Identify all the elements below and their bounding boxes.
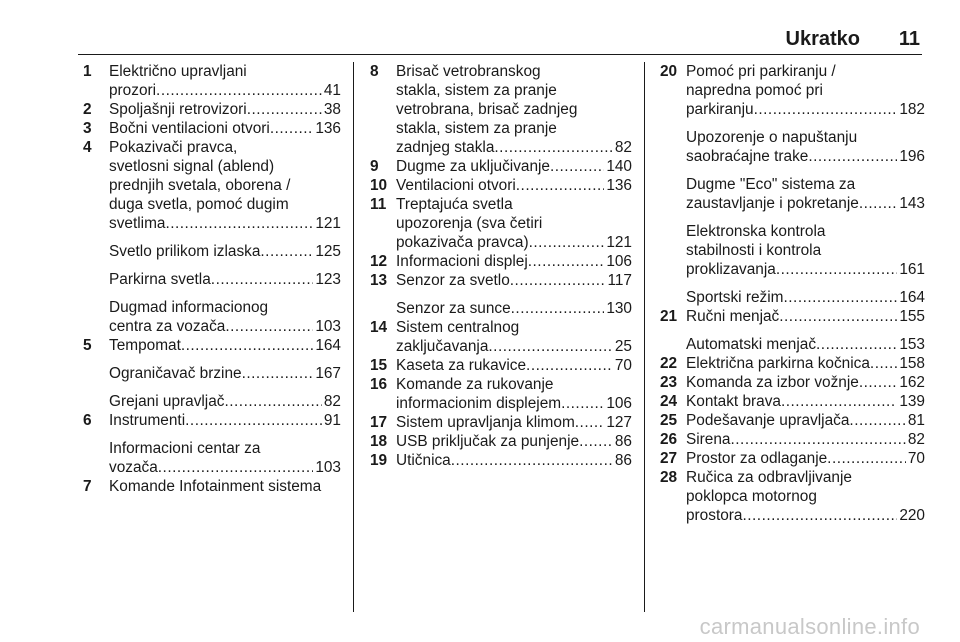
- toc-column-3: [660, 62, 925, 525]
- dot-leader: [731, 430, 906, 449]
- page-reference: 117: [607, 272, 632, 289]
- toc-item-text: Komande za rukovanje: [396, 376, 554, 393]
- toc-item-text: Električna parkirna kočnica: [686, 355, 870, 372]
- toc-item-text: vozača: [109, 459, 158, 476]
- toc-item: [686, 354, 925, 373]
- toc-entry: [660, 62, 925, 307]
- toc-leader-row: [396, 252, 632, 271]
- toc-leader-row: [109, 214, 341, 233]
- toc-item-text: svetlosni signal (ablend): [109, 158, 275, 175]
- toc-entry: [370, 62, 632, 157]
- dot-leader: [181, 336, 313, 355]
- page-reference: 82: [323, 393, 341, 410]
- page-reference: 182: [899, 101, 925, 118]
- callout-number: 27: [660, 450, 678, 467]
- page-reference: 91: [323, 412, 341, 429]
- toc-entry: [370, 432, 632, 451]
- callout-number: 20: [660, 63, 678, 80]
- toc-leader-row: [686, 411, 925, 430]
- toc-leader-row: [396, 394, 632, 413]
- toc-item-text: Pomoć pri parkiranju /: [686, 63, 836, 80]
- page-reference: 103: [315, 459, 341, 476]
- dot-leader: [528, 252, 605, 271]
- callout-number: 16: [370, 376, 388, 393]
- toc-leader-row: [396, 356, 632, 375]
- toc-item-text: centra za vozača: [109, 318, 226, 335]
- dot-leader: [526, 356, 613, 375]
- toc-leader-row: [109, 458, 341, 477]
- page-reference: 139: [899, 393, 925, 410]
- toc-entry: [660, 392, 925, 411]
- callout-number: 6: [83, 412, 92, 429]
- toc-item-text: Ručni menjač: [686, 308, 780, 325]
- dot-leader: [859, 373, 897, 392]
- toc-leader-row: [109, 392, 341, 411]
- toc-item-text: Informacioni displej: [396, 253, 528, 270]
- toc-item-text: parkiranju: [686, 101, 754, 118]
- page-reference: 220: [899, 507, 925, 524]
- callout-number: 28: [660, 469, 678, 486]
- callout-number: 26: [660, 431, 678, 448]
- dot-leader: [247, 100, 322, 119]
- page-reference: 82: [907, 431, 925, 448]
- toc-item: [686, 392, 925, 411]
- callout-number: 1: [83, 63, 92, 80]
- callout-number: 25: [660, 412, 678, 429]
- page-reference: 153: [899, 336, 925, 353]
- toc-entry: [83, 477, 341, 496]
- toc-item-text: Spoljašnji retrovizori: [109, 101, 247, 118]
- page-reference: 140: [606, 158, 632, 175]
- toc-item: [686, 175, 925, 213]
- toc-item-text: pokazivača pravca): [396, 234, 529, 251]
- page-reference: 125: [315, 243, 341, 260]
- toc-item-text: Pokazivači pravca,: [109, 139, 238, 156]
- page-reference: 130: [606, 300, 632, 317]
- toc-item-text: napredna pomoć pri: [686, 82, 823, 99]
- toc-entry: [83, 336, 341, 411]
- toc-leader-row: [686, 307, 925, 326]
- page-reference: 41: [323, 82, 341, 99]
- toc-item: [686, 288, 925, 307]
- dot-leader: [859, 194, 897, 213]
- toc-item: [396, 252, 632, 271]
- dot-leader: [211, 270, 314, 289]
- toc-item-text: Grejani upravljač: [109, 393, 225, 410]
- page-reference: 86: [614, 433, 632, 450]
- dot-leader: [511, 299, 605, 318]
- toc-leader-row: [109, 242, 341, 261]
- toc-entry: [370, 318, 632, 356]
- toc-item-text: zaustavljanje i pokretanje: [686, 195, 859, 212]
- dot-leader: [827, 449, 906, 468]
- toc-item: [109, 392, 341, 411]
- callout-number: 3: [83, 120, 92, 137]
- column-divider: [644, 62, 645, 612]
- toc-leader-row: [686, 449, 925, 468]
- watermark: carmanualsonline.info: [699, 614, 920, 639]
- toc-leader-row: [686, 392, 925, 411]
- toc-leader-row: [109, 336, 341, 355]
- toc-item-text: Svetlo prilikom izlaska: [109, 243, 261, 260]
- toc-item: [396, 375, 632, 413]
- toc-item-text: proklizavanja: [686, 261, 776, 278]
- dot-leader: [784, 288, 898, 307]
- callout-number: 4: [83, 139, 92, 156]
- page-reference: 70: [907, 450, 925, 467]
- toc-item: [109, 364, 341, 383]
- toc-item: [686, 373, 925, 392]
- toc-leader-row: [396, 337, 632, 356]
- toc-item-text: Informacioni centar za: [109, 440, 261, 457]
- toc-item: [686, 468, 925, 525]
- toc-leader-row: [396, 413, 632, 432]
- callout-number: 12: [370, 253, 388, 270]
- page-reference: 127: [606, 414, 632, 431]
- toc-leader-row: [686, 354, 925, 373]
- dot-leader: [516, 176, 605, 195]
- toc-item: [396, 299, 632, 318]
- dot-leader: [185, 411, 322, 430]
- dot-leader: [579, 432, 613, 451]
- page-reference: 121: [606, 234, 632, 251]
- toc-item-text: svetlima: [109, 215, 166, 232]
- toc-leader-row: [686, 430, 925, 449]
- toc-leader-row: [396, 432, 632, 451]
- callout-number: 2: [83, 101, 92, 118]
- dot-leader: [260, 242, 313, 261]
- dot-leader: [242, 364, 314, 383]
- toc-item: [109, 411, 341, 430]
- toc-leader-row: [686, 288, 925, 307]
- page-reference: 106: [606, 395, 632, 412]
- toc-leader-row: [396, 157, 632, 176]
- toc-item-text: stakla, sistem za pranje: [396, 82, 557, 99]
- dot-leader: [870, 354, 897, 373]
- toc-item: [686, 128, 925, 166]
- page-reference: 164: [899, 289, 925, 306]
- dot-leader: [575, 413, 605, 432]
- dot-leader: [754, 100, 898, 119]
- dot-leader: [270, 119, 313, 138]
- toc-item-text: informacionim displejem: [396, 395, 562, 412]
- dot-leader: [779, 307, 897, 326]
- toc-item: [109, 336, 341, 355]
- toc-item: [109, 62, 341, 100]
- toc-item-text: prednjih svetala, oborena /: [109, 177, 291, 194]
- dot-leader: [781, 392, 897, 411]
- toc-entry: [370, 413, 632, 432]
- dot-leader: [550, 157, 604, 176]
- page-reference: 167: [315, 365, 341, 382]
- dot-leader: [529, 233, 605, 252]
- page-reference: 155: [899, 308, 925, 325]
- toc-item: [396, 451, 632, 470]
- toc-item-text: Komande Infotainment sistema: [109, 478, 322, 495]
- dot-leader: [510, 271, 606, 290]
- toc-entry: [660, 430, 925, 449]
- toc-entry: [83, 119, 341, 138]
- toc-leader-row: [396, 299, 632, 318]
- toc-entry: [370, 271, 632, 318]
- toc-entry: [370, 252, 632, 271]
- toc-item-text: Sportski režim: [686, 289, 784, 306]
- toc-item: [396, 176, 632, 195]
- toc-item-text: Ručica za odbravljivanje: [686, 469, 852, 486]
- toc-entry: [660, 373, 925, 392]
- toc-leader-row: [396, 451, 632, 470]
- toc-entry: [370, 375, 632, 413]
- toc-item-text: Brisač vetrobranskog: [396, 63, 541, 80]
- toc-item-text: Prostor za odlaganje: [686, 450, 828, 467]
- toc-item: [686, 449, 925, 468]
- page-reference: 162: [899, 374, 925, 391]
- page-reference: 161: [899, 261, 925, 278]
- toc-item-text: stakla, sistem za pranje: [396, 120, 557, 137]
- toc-item-text: Sistem centralnog: [396, 319, 520, 336]
- toc-item: [396, 356, 632, 375]
- toc-entry: [83, 138, 341, 336]
- page-reference: 158: [899, 355, 925, 372]
- toc-item-text: Podešavanje upravljača: [686, 412, 850, 429]
- callout-number: 10: [370, 177, 388, 194]
- toc-leader-row: [396, 138, 632, 157]
- toc-item-text: USB priključak za punjenje: [396, 433, 580, 450]
- toc-leader-row: [109, 270, 341, 289]
- page-reference: 136: [606, 177, 632, 194]
- callout-number: 14: [370, 319, 388, 336]
- toc-item: [396, 62, 632, 157]
- toc-entry: [370, 157, 632, 176]
- toc-item: [109, 270, 341, 289]
- toc-item: [109, 439, 341, 477]
- toc-item-text: saobraćajne trake: [686, 148, 809, 165]
- toc-item-text: Elektronska kontrola: [686, 223, 826, 240]
- page-reference: 25: [614, 338, 632, 355]
- toc-entry: [660, 449, 925, 468]
- page-reference: 121: [315, 215, 341, 232]
- toc-leader-row: [109, 100, 341, 119]
- callout-number: 17: [370, 414, 388, 431]
- toc-item-text: Ventilacioni otvori: [396, 177, 516, 194]
- toc-item-text: Parkirna svetla: [109, 271, 211, 288]
- toc-item-text: Kontakt brava: [686, 393, 781, 410]
- toc-item-text: Tempomat: [109, 337, 181, 354]
- toc-entry: [83, 100, 341, 119]
- callout-number: 18: [370, 433, 388, 450]
- toc-item-text: Kaseta za rukavice: [396, 357, 527, 374]
- callout-number: 11: [370, 196, 387, 213]
- dot-leader: [494, 138, 612, 157]
- callout-number: 7: [83, 478, 92, 495]
- toc-item-text: Sirena: [686, 431, 731, 448]
- toc-entry: [370, 451, 632, 470]
- toc-leader-row: [109, 119, 341, 138]
- page-reference: 82: [614, 139, 632, 156]
- toc-leader-row: [686, 147, 925, 166]
- toc-item: [686, 222, 925, 279]
- toc-entry: [660, 468, 925, 525]
- callout-number: 13: [370, 272, 388, 289]
- toc-item: [109, 298, 341, 336]
- page-title: Ukratko: [785, 28, 860, 50]
- toc-item-text: Dugme "Eco" sistema za: [686, 176, 856, 193]
- page-reference: 136: [315, 120, 341, 137]
- toc-leader-row: [109, 364, 341, 383]
- toc-entry: [370, 356, 632, 375]
- toc-item: [109, 119, 341, 138]
- toc-entry: [370, 195, 632, 252]
- toc-item-text: Bočni ventilacioni otvori: [109, 120, 270, 137]
- dot-leader: [224, 392, 321, 411]
- dot-leader: [808, 147, 897, 166]
- toc-entry: [83, 411, 341, 477]
- toc-item-text: Električno upravljani: [109, 63, 247, 80]
- toc-item: [686, 411, 925, 430]
- toc-item-text: Upozorenje o napuštanju: [686, 129, 858, 146]
- toc-item: [396, 432, 632, 451]
- dot-leader: [488, 337, 612, 356]
- toc-entry: [83, 62, 341, 100]
- callout-number: 23: [660, 374, 678, 391]
- page-reference: 106: [606, 253, 632, 270]
- toc-leader-row: [686, 335, 925, 354]
- toc-item-text: poklopca motornog: [686, 488, 817, 505]
- toc-item: [686, 307, 925, 326]
- toc-leader-row: [109, 81, 341, 100]
- toc-item: [109, 242, 341, 261]
- toc-leader-row: [396, 233, 632, 252]
- dot-leader: [561, 394, 604, 413]
- toc-entry: [370, 176, 632, 195]
- toc-column-1: [83, 62, 341, 496]
- toc-leader-row: [686, 100, 925, 119]
- toc-item-text: Treptajuća svetla: [396, 196, 513, 213]
- toc-item: [109, 138, 341, 233]
- callout-number: 21: [660, 308, 678, 325]
- toc-leader-row: [109, 317, 341, 336]
- toc-item-text: Utičnica: [396, 452, 451, 469]
- toc-item-text: zadnjeg stakla: [396, 139, 495, 156]
- callout-number: 15: [370, 357, 388, 374]
- toc-entry: [660, 354, 925, 373]
- dot-leader: [225, 317, 313, 336]
- toc-item: [109, 100, 341, 119]
- toc-leader-row: [686, 194, 925, 213]
- dot-leader: [849, 411, 905, 430]
- toc-item: [396, 318, 632, 356]
- page-reference: 143: [899, 195, 925, 212]
- toc-item-text: Instrumenti: [109, 412, 186, 429]
- page-reference: 123: [315, 271, 341, 288]
- toc-item-text: prostora: [686, 507, 743, 524]
- toc-leader-row: [686, 260, 925, 279]
- toc-item-text: Ograničavač brzine: [109, 365, 242, 382]
- callout-number: 8: [370, 63, 379, 80]
- callout-number: 22: [660, 355, 678, 372]
- column-divider: [353, 62, 354, 612]
- page-reference: 103: [315, 318, 341, 335]
- toc-item-text: vetrobrana, brisač zadnjeg: [396, 101, 578, 118]
- toc-entry: [660, 411, 925, 430]
- toc-item-text: Komanda za izbor vožnje: [686, 374, 859, 391]
- toc-item-text: Senzor za sunce: [396, 300, 511, 317]
- toc-leader-row: [686, 373, 925, 392]
- toc-item-text: Senzor za svetlo: [396, 272, 510, 289]
- dot-leader: [158, 458, 314, 477]
- page-reference: 86: [614, 452, 632, 469]
- page-reference: 196: [899, 148, 925, 165]
- callout-number: 5: [83, 337, 92, 354]
- toc-leader-row: [396, 271, 632, 290]
- dot-leader: [742, 506, 897, 525]
- callout-number: 9: [370, 158, 379, 175]
- toc-item-text: duga svetla, pomoć dugim: [109, 196, 289, 213]
- toc-item-text: prozori: [109, 82, 157, 99]
- dot-leader: [165, 214, 313, 233]
- toc-item-text: zaključavanja: [396, 338, 489, 355]
- page-reference: 81: [907, 412, 925, 429]
- toc-item: [396, 157, 632, 176]
- toc-item-text: Automatski menjač: [686, 336, 817, 353]
- toc-column-2: [370, 62, 632, 470]
- page-reference: 70: [614, 357, 632, 374]
- callout-number: 19: [370, 452, 388, 469]
- toc-item: [686, 430, 925, 449]
- page-header: [78, 28, 922, 55]
- toc-item-text: Sistem upravljanja klimom: [396, 414, 575, 431]
- toc-item: [396, 195, 632, 252]
- page-number: 11: [898, 28, 920, 50]
- toc-item-text: upozorenja (sva četiri: [396, 215, 543, 232]
- toc-item-text: Dugme za uključivanje: [396, 158, 550, 175]
- toc-leader-row: [686, 506, 925, 525]
- dot-leader: [156, 81, 322, 100]
- toc-item: [396, 413, 632, 432]
- dot-leader: [816, 335, 897, 354]
- toc-leader-row: [396, 176, 632, 195]
- toc-item-text: Dugmad informacionog: [109, 299, 269, 316]
- toc-item: [396, 271, 632, 290]
- toc-item: [686, 62, 925, 119]
- page-reference: 38: [323, 101, 341, 118]
- page-reference: 164: [315, 337, 341, 354]
- toc-item: [109, 477, 341, 496]
- callout-number: 24: [660, 393, 678, 410]
- dot-leader: [451, 451, 613, 470]
- toc-item-text: stabilnosti i kontrola: [686, 242, 822, 259]
- toc-leader-row: [109, 411, 341, 430]
- toc-entry: [660, 307, 925, 354]
- dot-leader: [776, 260, 897, 279]
- toc-item: [686, 335, 925, 354]
